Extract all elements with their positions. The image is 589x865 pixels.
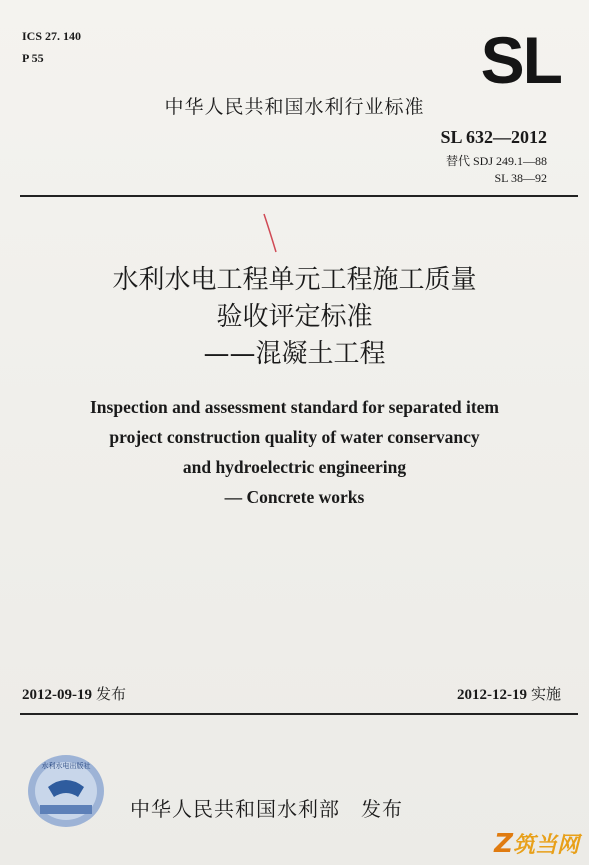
effective-date-value: 2012-12-19 <box>456 687 527 703</box>
industry-standard-title: 中华人民共和国水利行业标准 <box>164 96 425 118</box>
replaces-line-2: SL 38—92 <box>494 171 547 185</box>
sl-logo: SL <box>480 23 561 97</box>
watermark-logo-icon: Z <box>494 829 513 859</box>
svg-text:水利水电出版社: 水利水电出版社 <box>41 762 91 770</box>
effective-date-label: 实施 <box>530 685 561 703</box>
replaces-line-1: 替代 SDJ 249.1—88 <box>445 154 547 168</box>
bottom-divider <box>20 713 578 715</box>
standard-number: SL 632—2012 <box>440 127 547 147</box>
issue-date <box>22 683 126 704</box>
ics-code: ICS 27. 140 <box>22 29 82 43</box>
publisher: 中华人民共和国水利部 发布 <box>130 797 403 821</box>
title-en-line-1: Inspection and assessment standard for separated item <box>90 397 499 417</box>
title-cn-line-3: ——混凝土工程 <box>203 339 386 369</box>
replaces-block <box>446 153 547 187</box>
title-cn-line-2: 验收评定标准 <box>216 302 373 332</box>
issue-date-value: 2012-09-19 <box>22 687 92 703</box>
effective-date <box>457 683 561 704</box>
title-cn-line-1: 水利水电工程单元工程施工质量 <box>112 265 477 295</box>
title-en-line-2: project construction quality of water conservancy <box>109 427 480 447</box>
anti-counterfeit-seal <box>26 753 106 829</box>
top-divider <box>20 195 578 197</box>
classification-codes <box>22 28 81 72</box>
issue-date-label: 发布 <box>96 685 127 703</box>
title-en-line-3: and hydroelectric engineering <box>182 457 407 477</box>
title-en-line-4: — Concrete works <box>224 487 365 507</box>
site-watermark <box>494 828 579 859</box>
p-code: P 55 <box>22 51 44 65</box>
watermark-text: 筑当网 <box>512 833 579 858</box>
